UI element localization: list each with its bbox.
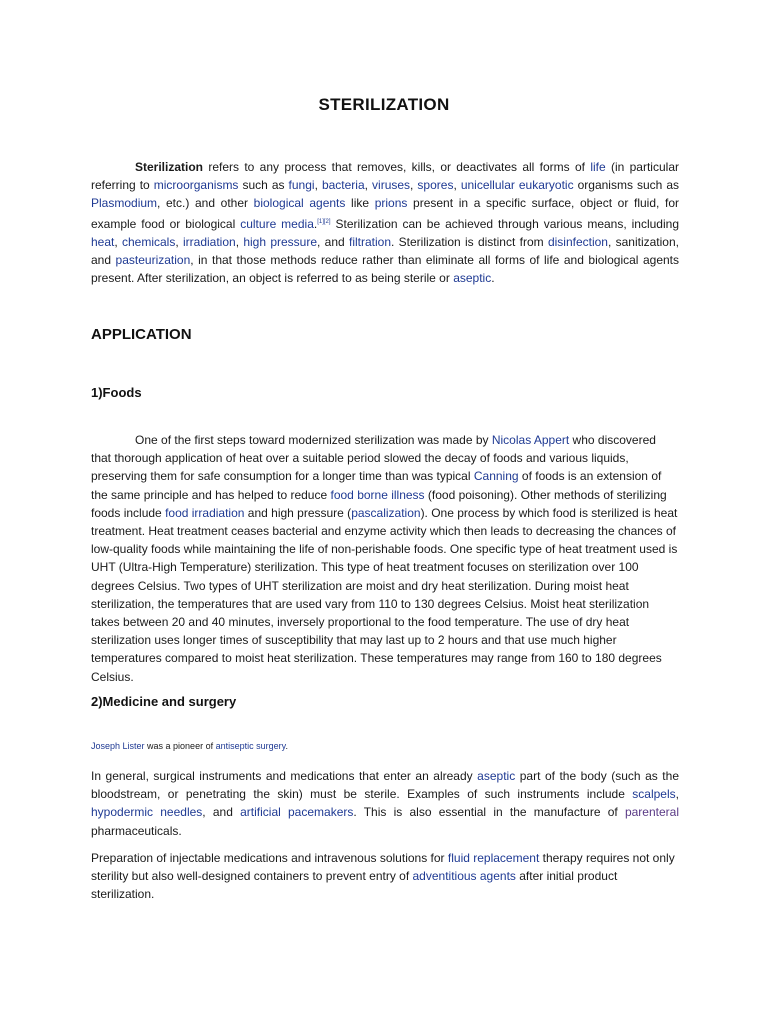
link-chemicals[interactable]: chemicals xyxy=(122,234,176,249)
link-fluid-replacement[interactable]: fluid replacement xyxy=(447,851,540,865)
link-culture-media[interactable]: culture media xyxy=(240,216,314,231)
link-food-borne-illness[interactable]: food borne illness xyxy=(330,487,425,502)
medicine-paragraph-2: Preparation of injectable medications and intravenous solutions for fluid replacement therapy requires not only sterility but also well-designed containers to prevent entry of adventitious agents after initial product sterilization. xyxy=(91,851,675,902)
link-adventitious-agents[interactable]: adventitious agents xyxy=(412,869,516,884)
link-parenteral[interactable]: parenteral xyxy=(624,805,679,820)
link-nicolas-appert[interactable]: Nicolas Appert xyxy=(491,433,570,447)
link-bacteria[interactable]: bacteria xyxy=(321,178,365,193)
image-caption: Joseph Lister was a pioneer of antiseptic surgery. xyxy=(91,741,288,751)
link-antiseptic-surgery[interactable]: antiseptic surgery xyxy=(215,741,286,751)
page-title: STERILIZATION xyxy=(318,95,450,114)
link-aseptic[interactable]: aseptic xyxy=(453,271,492,286)
link-life[interactable]: life xyxy=(590,160,606,174)
link-artificial-pacemakers[interactable]: artificial pacemakers xyxy=(240,805,354,820)
link-scalpels[interactable]: scalpels xyxy=(632,787,676,802)
link-microorganisms[interactable]: microorganisms xyxy=(153,178,239,193)
application-heading: APPLICATION xyxy=(91,326,192,343)
link-plasmodium[interactable]: Plasmodium xyxy=(91,196,158,211)
link-disinfection[interactable]: disinfection xyxy=(547,234,608,249)
link-aseptic-body[interactable]: aseptic xyxy=(477,769,516,783)
link-canning[interactable]: Canning xyxy=(473,469,519,484)
foods-paragraph: One of the first steps toward modernized sterilization was made by Nicolas Appert who discovered that thorough application of heat over a suitable period slowed the decay of foods and various liquids, preserving them for safe consumption for a longer time than was typical Canning of foods is an extension of the same principle and has helped to reduce food borne illness (food poisoning). Other methods of sterilizing foods include food irradiation and high pressure (pascalization). One process by which food is sterilized is heat treatment. Heat treatment ceases bacterial and enzyme activity which then leads to decreasing the chances of low-quality foods while maintaining the life of non-perishable foods. One specific type of heat treatment used is UHT (Ultra-High Temperature) sterilization. This type of heat treatment focuses on sterilization over 100 degrees Celsius. Two types of UHT sterilization are moist and dry heat sterilization. During moist heat sterilization, the temperatures that are used vary from 110 to 130 degrees Celsius. Moist heat sterilization takes between 20 and 40 minutes, inversely proportional to the food temperature. The use of dry heat sterilization uses longer times of susceptibility that may last up to 2 hours and that use much higher temperatures compared to moist heat sterilization. These temperatures may range from 160 to 180 degrees Celsius. xyxy=(91,433,678,684)
link-heat[interactable]: heat xyxy=(91,234,115,249)
link-spores[interactable]: spores xyxy=(417,178,454,193)
link-hypodermic-needles[interactable]: hypodermic needles xyxy=(91,805,203,820)
link-joseph-lister[interactable]: Joseph Lister xyxy=(91,741,145,751)
link-filtration[interactable]: filtration xyxy=(349,234,392,249)
medicine-paragraph-1: In general, surgical instruments and medications that enter an already aseptic part of the body (such as the bloodstream, or penetrating the skin) must be sterile. Examples of such instruments include scalpels, hypodermic needles, and artificial pacemakers. This is also essential in the manufacture of parenteral pharmaceuticals. xyxy=(91,769,679,838)
link-pascalization[interactable]: pascalization xyxy=(351,505,421,520)
link-viruses[interactable]: viruses xyxy=(372,178,411,193)
link-pasteurization[interactable]: pasteurization xyxy=(115,253,191,268)
intro-paragraph: Sterilization refers to any process that removes, kills, or deactivates all forms of life (in particular referring to microorganisms such as fungi, bacteria, viruses, spores, unicellular eukaryotic organisms such as Plasmodium, etc.) and other biological agents like prions present in a specific surface, object or fluid, for example food or biological culture media.[1][2] Sterilization can be achieved through various means, including heat, chemicals, irradiation, high pressure, and filtration. Sterilization is distinct from disinfection, sanitization, and pasteurization, in that those methods reduce rather than eliminate all forms of life and biological agents present. After sterilization, an object is referred to as being sterile or aseptic. xyxy=(91,160,680,286)
reference-superscript[interactable]: [1][2] xyxy=(317,218,331,225)
foods-heading: 1)Foods xyxy=(91,385,142,400)
link-prions[interactable]: prions xyxy=(374,196,408,211)
link-fungi[interactable]: fungi xyxy=(288,178,315,193)
link-high-pressure[interactable]: high pressure xyxy=(243,234,318,249)
bold-term: Sterilization xyxy=(135,160,204,174)
link-biological-agents[interactable]: biological agents xyxy=(253,196,346,211)
link-food-irradiation[interactable]: food irradiation xyxy=(165,505,245,520)
medicine-heading: 2)Medicine and surgery xyxy=(91,694,237,709)
link-unicellular-eukaryotic[interactable]: unicellular eukaryotic xyxy=(460,178,574,193)
link-irradiation[interactable]: irradiation xyxy=(183,234,236,249)
